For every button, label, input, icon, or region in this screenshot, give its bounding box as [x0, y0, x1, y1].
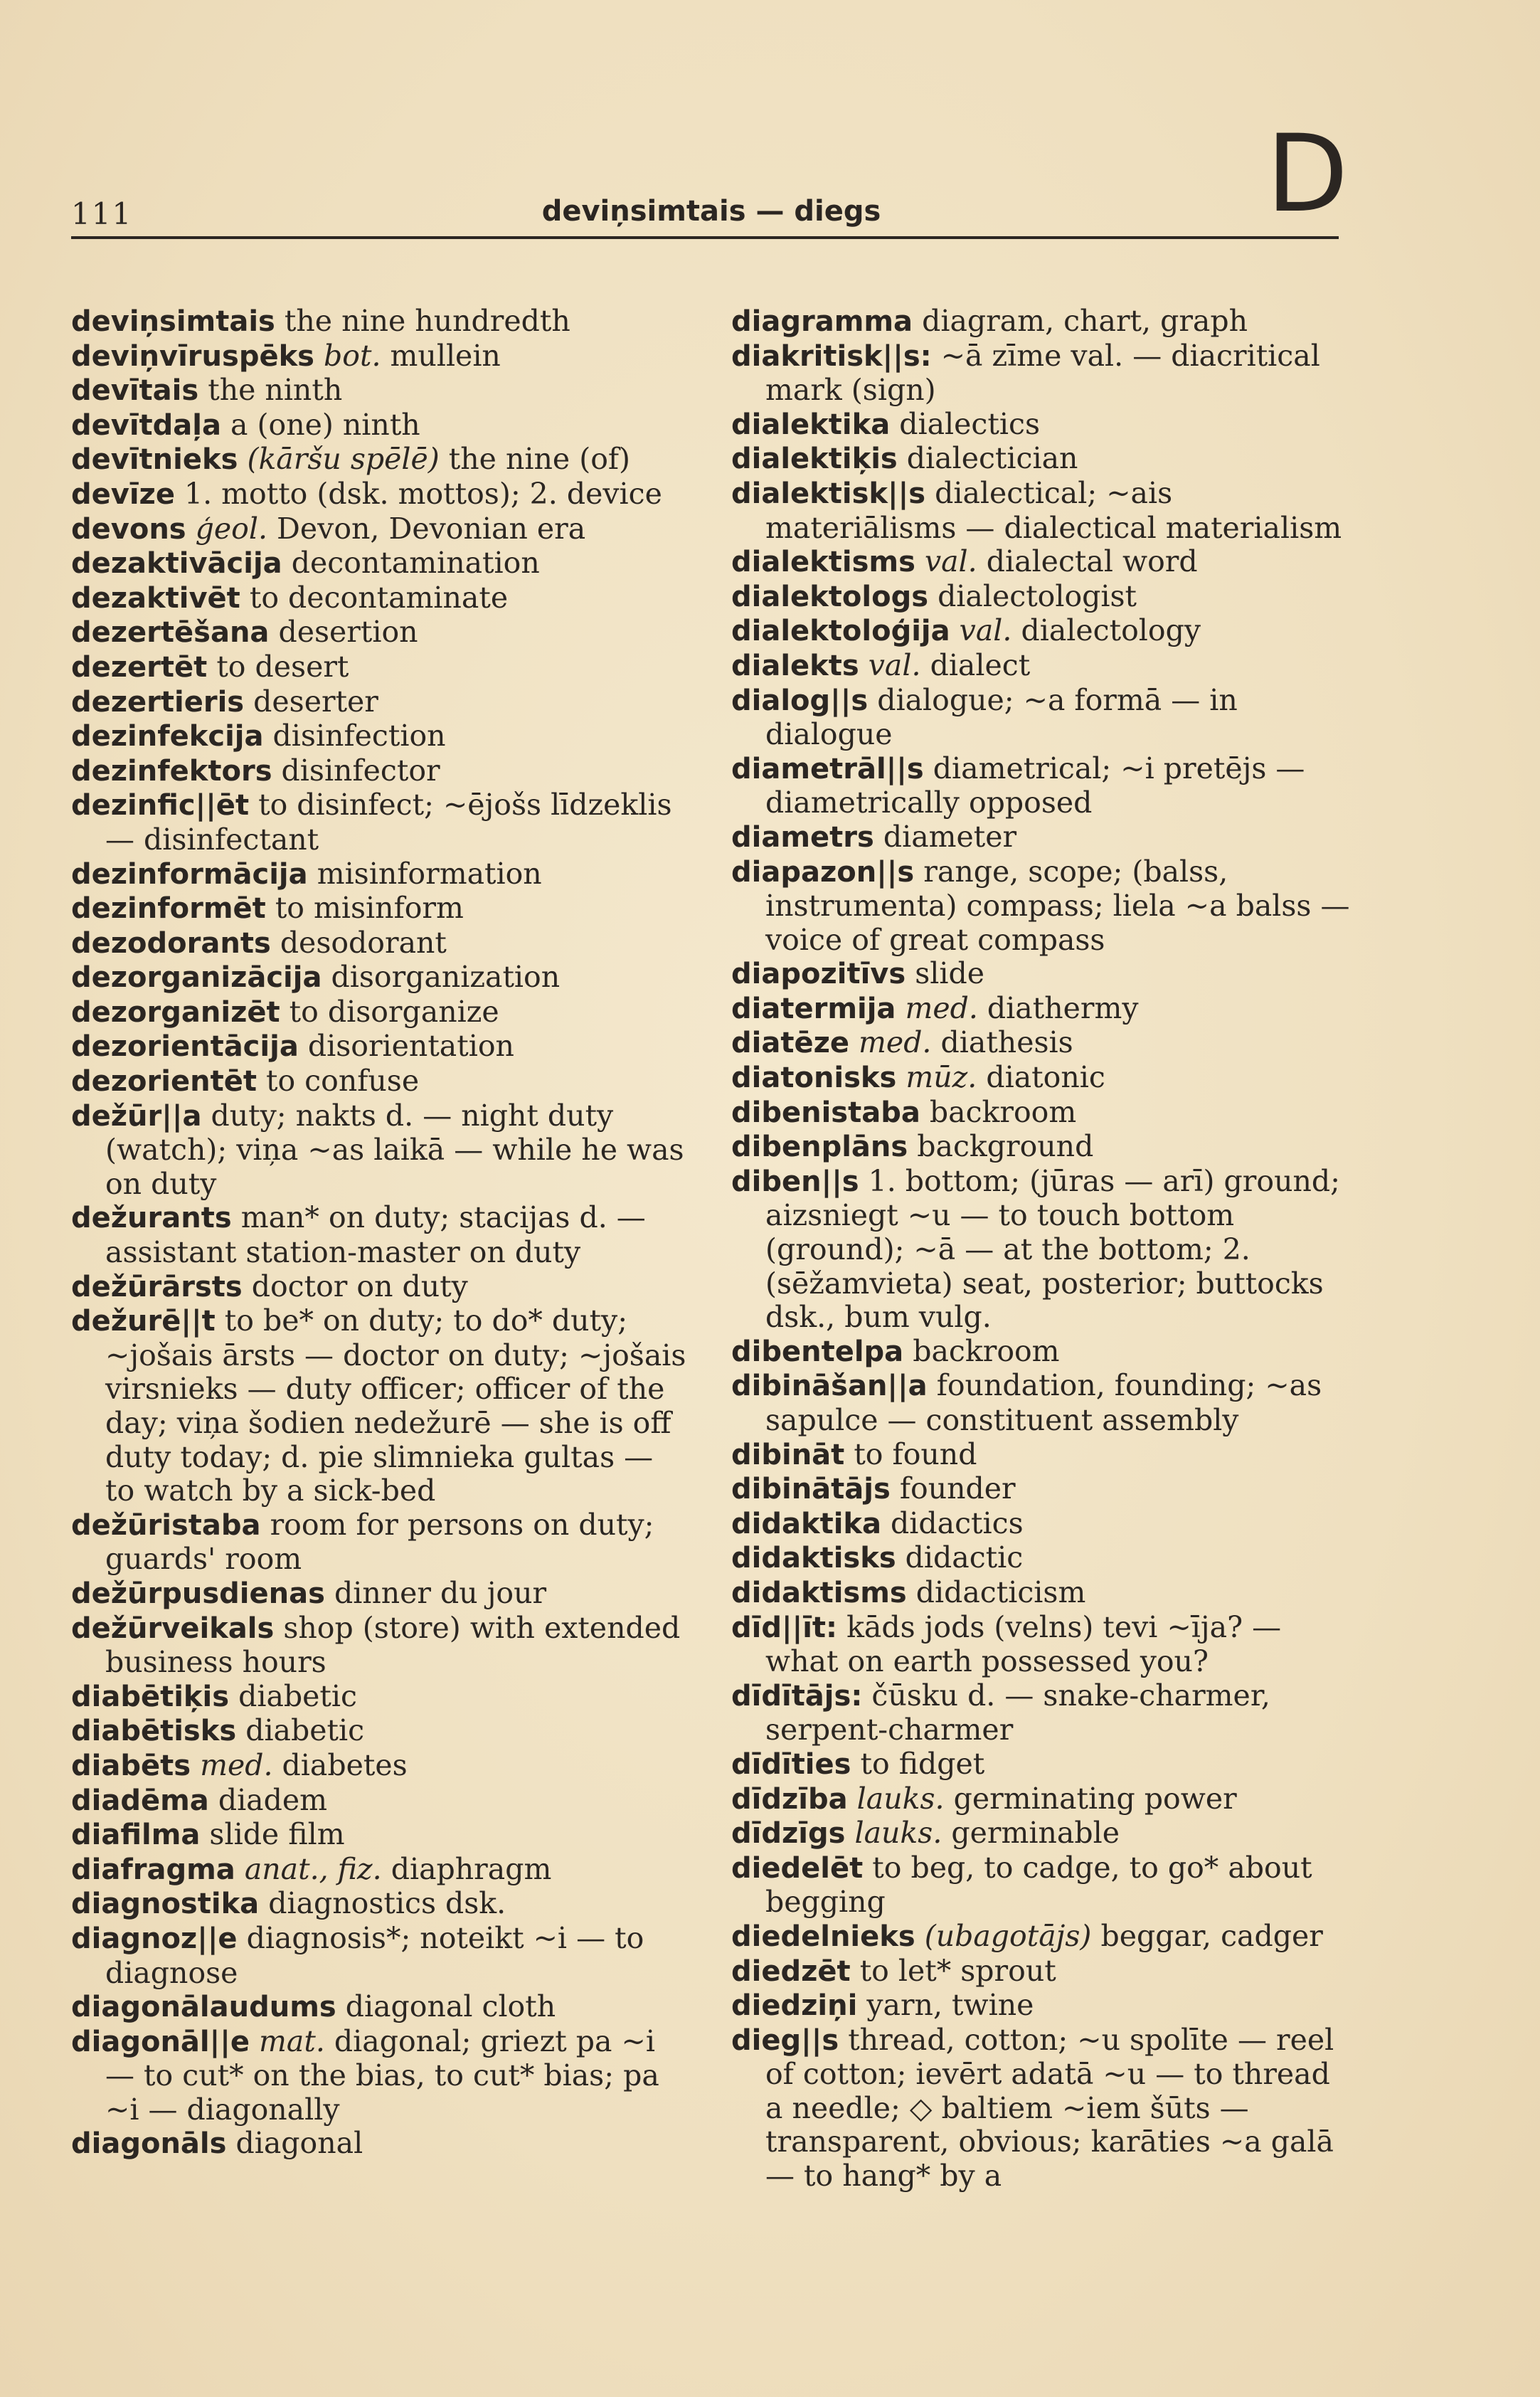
dictionary-entry [731, 1507, 1350, 1542]
entry-label: bot. [324, 338, 381, 373]
entry-headword: dialekts [731, 649, 859, 682]
dictionary-entry [71, 443, 690, 477]
entry-definition: disorientation [307, 1029, 514, 1064]
dictionary-entry [71, 891, 690, 926]
entry-label: val. [924, 544, 977, 579]
entry-label: lauks. [854, 1816, 942, 1851]
dictionary-entry [71, 374, 690, 408]
dictionary-entry [71, 650, 690, 685]
dictionary-entry [731, 545, 1350, 580]
entry-headword: devītnieks [71, 443, 238, 477]
entry-label: val. [868, 647, 921, 682]
entry-definition: diaphragm [391, 1851, 552, 1886]
dictionary-entry [71, 719, 690, 754]
entry-headword: diagonālaudums [71, 1991, 336, 2024]
entry-definition: founder [899, 1471, 1016, 1506]
dictionary-entry [731, 477, 1350, 545]
entry-headword: dezodorants [71, 926, 271, 960]
entry-headword: dezorientācija [71, 1030, 299, 1064]
entry-definition: to disinfect; ~ējošs līdzeklis — disinfectant [105, 788, 672, 857]
dictionary-entry [71, 1784, 690, 1819]
dictionary-entry [731, 1816, 1350, 1851]
entry-definition: diatonic [986, 1060, 1105, 1095]
entry-headword: diafilma [71, 1819, 201, 1852]
entry-definition: čūsku d. — snake-charmer, serpent-charmer [765, 1678, 1270, 1747]
entry-definition: duty; nakts d. — night duty (watch); viņa ~as laikā — while he was on duty [105, 1098, 684, 1201]
entry-headword: diapozitīvs [731, 958, 906, 991]
entry-headword: dezertēšana [71, 616, 270, 650]
entry-headword: diadēma [71, 1784, 209, 1817]
entry-headword: dialektisms [731, 546, 915, 579]
entry-headword: dezaktivēt [71, 581, 240, 615]
dictionary-entry [71, 1922, 690, 1990]
section-letter: D [1266, 112, 1349, 236]
entry-headword: diagnoz||e [71, 1922, 238, 1955]
entry-headword: diatonisks [731, 1062, 897, 1095]
entry-headword: dežurants [71, 1202, 232, 1235]
entry-definition: Devon, Devonian era [277, 511, 586, 546]
entry-definition: dinner du jour [334, 1575, 547, 1610]
entry-definition: man* on duty; stacijas d. — assistant station-master on duty [105, 1200, 646, 1270]
entry-headword: dialektoloģija [731, 615, 950, 648]
entry-label: med. [859, 1025, 932, 1060]
entry-definition: diagonal; griezt pa ~i — to cut* on the bias, to cut* bias; pa ~i — diagonally [105, 2023, 659, 2127]
dictionary-entry [71, 685, 690, 720]
dictionary-entry [731, 1611, 1350, 1679]
dictionary-entry [731, 305, 1350, 339]
entry-definition: desodorant [280, 925, 447, 960]
entry-headword: diabētisks [71, 1715, 237, 1748]
entry-definition: didacticism [915, 1575, 1086, 1609]
entry-headword: dežūr||a [71, 1099, 202, 1133]
entry-definition: diagonal cloth [345, 1989, 556, 2024]
entry-headword: dežūristaba [71, 1508, 261, 1542]
entry-definition: to desert [216, 649, 349, 684]
entry-definition: background [917, 1129, 1094, 1164]
dictionary-entry [731, 1369, 1350, 1437]
entry-headword: dibināt [731, 1438, 845, 1471]
entry-headword: didaktika [731, 1507, 881, 1540]
entry-definition: the nine hundredth [284, 304, 570, 338]
dictionary-entry [71, 1270, 690, 1305]
entry-headword: dezinformācija [71, 857, 308, 891]
entry-definition: doctor on duty [251, 1269, 468, 1303]
entry-definition: kāds jods (velns) tevi ~īja? — what on earth possessed you? [765, 1609, 1282, 1679]
dictionary-entry [731, 1576, 1350, 1611]
dictionary-entry [71, 408, 690, 443]
entry-headword: dezorientēt [71, 1065, 257, 1099]
entry-headword: diatēze [731, 1027, 849, 1060]
dictionary-entry [71, 1508, 690, 1577]
dictionary-entry [731, 957, 1350, 992]
entry-headword: dibenplāns [731, 1131, 908, 1164]
entry-label: mat. [259, 2023, 325, 2058]
dictionary-entry [731, 580, 1350, 615]
dictionary-entry [731, 1165, 1350, 1335]
entry-definition: ~ā zīme val. — diacritical mark (sign) [765, 338, 1320, 408]
entry-definition: dialectician [906, 441, 1078, 476]
entry-definition: diagram, chart, graph [922, 304, 1248, 338]
entry-headword: diagonāl||e [71, 2025, 250, 2058]
entry-definition: diabetic [238, 1678, 357, 1713]
entry-label: mūz. [906, 1060, 977, 1095]
left-column [71, 305, 690, 2161]
dictionary-entry [731, 1851, 1350, 1920]
entry-headword: dieg||s [731, 2023, 839, 2057]
entry-headword: dibenistaba [731, 1096, 920, 1129]
entry-label: val. [959, 613, 1012, 648]
entry-headword: deviņsimtais [71, 305, 275, 338]
running-head: deviņsimtais — diegs [541, 195, 881, 228]
dictionary-entry [731, 1472, 1350, 1507]
dictionary-entry [71, 581, 690, 616]
entry-headword: diagramma [731, 305, 913, 338]
entry-headword: dīd||īt: [731, 1611, 838, 1644]
entry-headword: dialog||s [731, 684, 869, 717]
entry-definition: disinfection [272, 719, 446, 753]
dictionary-entry [71, 995, 690, 1030]
dictionary-entry [71, 1099, 690, 1202]
entry-headword: dīdzība [731, 1782, 848, 1816]
entry-definition: to confuse [265, 1064, 420, 1099]
entry-headword: dialektologs [731, 580, 929, 613]
dictionary-entry [71, 1201, 690, 1269]
dictionary-entry [731, 1438, 1350, 1473]
entry-definition: to decontaminate [249, 580, 509, 615]
dictionary-entry [731, 614, 1350, 649]
entry-definition: decontamination [291, 546, 540, 581]
entry-headword: devītais [71, 374, 199, 408]
entry-definition: to misinform [275, 891, 464, 926]
entry-definition: didactics [891, 1506, 1024, 1540]
entry-headword: dezorganizācija [71, 961, 322, 995]
entry-definition: slide film [209, 1817, 345, 1852]
entry-definition: dialectologist [938, 578, 1137, 613]
entry-headword: devīze [71, 477, 175, 511]
dictionary-entry [71, 477, 690, 512]
header-rule [71, 236, 1339, 239]
dictionary-entry [731, 1679, 1350, 1747]
entry-headword: dialektiķis [731, 443, 898, 476]
entry-definition: dialectal word [986, 544, 1198, 579]
entry-definition: dialect [930, 647, 1031, 682]
entry-definition: room for persons on duty; guards' room [105, 1507, 654, 1577]
dictionary-entry [71, 1612, 690, 1680]
dictionary-entry [731, 752, 1350, 820]
entry-headword: dezinfekcija [71, 720, 264, 753]
entry-definition: the nine (of) [448, 442, 631, 477]
entry-headword: deviņvīruspēks [71, 339, 314, 373]
entry-definition: diathermy [987, 990, 1139, 1025]
entry-definition: disorganization [331, 960, 561, 995]
dictionary-entry [71, 2025, 690, 2127]
entry-definition: foundation, founding; ~as sapulce — constituent assembly [765, 1368, 1322, 1437]
entry-definition: diabetes [282, 1747, 408, 1782]
dictionary-entry [731, 2023, 1350, 2194]
entry-headword: dezertēt [71, 650, 208, 684]
entry-definition: diagonal [235, 2126, 363, 2161]
dictionary-entry [71, 961, 690, 995]
entry-headword: dežūrārsts [71, 1270, 243, 1303]
entry-definition: dialogue; ~a formā — in dialogue [765, 682, 1238, 752]
entry-headword: dibentelpa [731, 1335, 904, 1368]
entry-definition: diagnosis*; noteikt ~i — to diagnose [105, 1920, 644, 1990]
dictionary-entry [71, 1030, 690, 1064]
entry-label: ģeol. [195, 511, 267, 546]
entry-definition: to beg, to cadge, to go* about begging [765, 1850, 1312, 1920]
entry-label: (kāršu spēlē) [247, 442, 440, 477]
entry-definition: germinable [951, 1816, 1120, 1851]
dictionary-entry [71, 1680, 690, 1715]
dictionary-entry [731, 442, 1350, 477]
dictionary-entry [71, 1304, 690, 1508]
entry-headword: diatermija [731, 992, 896, 1025]
entry-definition: misinformation [317, 856, 542, 891]
entry-definition: diametrical; ~i pretējs — diametrically opposed [765, 751, 1305, 820]
entry-definition: didactic [905, 1540, 1024, 1575]
dictionary-entry [731, 649, 1350, 684]
entry-definition: diagnostics dsk. [268, 1886, 506, 1921]
entry-label: (ubagotājs) [924, 1918, 1092, 1953]
dictionary-entry [71, 546, 690, 581]
dictionary-entry [731, 1335, 1350, 1370]
dictionary-entry [71, 615, 690, 650]
entry-definition: dialectics [899, 406, 1040, 441]
entry-definition: diameter [883, 819, 1017, 854]
dictionary-entry [71, 926, 690, 961]
entry-headword: dialektisk||s [731, 477, 926, 510]
entry-headword: dīdzīgs [731, 1817, 846, 1851]
dictionary-entry [731, 855, 1350, 958]
dictionary-entry [731, 1989, 1350, 2023]
entry-definition: backroom [913, 1333, 1060, 1368]
entry-definition: a (one) ninth [230, 407, 420, 442]
entry-headword: didaktisms [731, 1576, 907, 1609]
dictionary-entry [731, 1026, 1350, 1061]
dictionary-entry [731, 1130, 1350, 1165]
entry-definition: desertion [278, 615, 418, 650]
entry-headword: dezinformēt [71, 892, 266, 926]
entry-headword: didaktisks [731, 1542, 896, 1575]
entry-headword: diabētiķis [71, 1680, 230, 1713]
entry-definition: dialectical; ~ais materiālisms — dialectical materialism [765, 475, 1342, 545]
entry-headword: devons [71, 512, 186, 546]
entry-definition: to disorganize [289, 994, 499, 1029]
page-header [71, 192, 1339, 242]
entry-headword: diametrāl||s [731, 752, 924, 785]
entry-headword: dezaktivācija [71, 547, 282, 581]
entry-definition: disinfector [281, 753, 440, 788]
dictionary-entry [71, 1887, 690, 1922]
entry-headword: dīdītājs: [731, 1679, 863, 1713]
dictionary-entry [71, 1749, 690, 1784]
entry-headword: dibināšan||a [731, 1370, 928, 1403]
entry-headword: dežūrveikals [71, 1612, 275, 1645]
entry-headword: diedelēt [731, 1851, 864, 1885]
entry-label: med. [200, 1747, 273, 1782]
dictionary-entry [71, 788, 690, 857]
dictionary-entry [731, 1920, 1350, 1954]
entry-definition: 1. bottom; (jūras — arī) ground; aizsniegt ~u — to touch bottom (ground); ~ā — at the bottom; 2. (sēžamvieta) seat, posterior; buttocks dsk., bum vulg. [765, 1163, 1340, 1335]
entry-definition: diathesis [940, 1025, 1073, 1060]
dictionary-entry [731, 1541, 1350, 1576]
entry-definition: beggar, cadger [1100, 1918, 1323, 1953]
entry-headword: dezinfic||ēt [71, 789, 250, 822]
dictionary-entry [731, 1782, 1350, 1817]
entry-definition: 1. motto (dsk. mottos); 2. device [184, 476, 662, 511]
dictionary-entry [731, 339, 1350, 408]
entry-definition: diabetic [245, 1713, 365, 1748]
dictionary-entry [71, 512, 690, 547]
entry-definition: mullein [390, 338, 501, 373]
entry-headword: dezertieris [71, 685, 245, 719]
entry-definition: to fidget [860, 1746, 985, 1781]
entry-definition: the ninth [208, 373, 343, 408]
entry-definition: dialectology [1021, 613, 1201, 648]
entry-definition: slide [915, 956, 984, 991]
dictionary-entry [731, 408, 1350, 443]
dictionary-entry [71, 1064, 690, 1099]
dictionary-entry [731, 992, 1350, 1027]
dictionary-entry [71, 339, 690, 374]
right-column [731, 305, 1350, 2194]
entry-definition: range, scope; (balss, instrumenta) compass; liela ~a balss — voice of great compass [765, 854, 1350, 957]
dictionary-entry [71, 857, 690, 892]
dictionary-entry [731, 820, 1350, 855]
dictionary-entry [71, 1853, 690, 1888]
page-number: 111 [71, 196, 133, 231]
entry-headword: diagnostika [71, 1888, 260, 1921]
entry-definition: backroom [929, 1094, 1077, 1129]
entry-headword: dežurē||t [71, 1305, 216, 1338]
entry-headword: dezinfektors [71, 754, 272, 788]
dictionary-entry [71, 2127, 690, 2161]
entry-definition: germinating power [953, 1781, 1237, 1816]
entry-definition: diadem [218, 1782, 328, 1817]
entry-headword: devītdaļa [71, 408, 221, 442]
entry-headword: diametrs [731, 820, 874, 854]
entry-headword: diabēts [71, 1749, 191, 1782]
entry-headword: diedzēt [731, 1954, 851, 1988]
dictionary-entry [71, 1714, 690, 1749]
entry-headword: diafragma [71, 1853, 235, 1886]
dictionary-entry [731, 1096, 1350, 1131]
dictionary-entry [731, 1747, 1350, 1782]
entry-headword: dežūrpusdienas [71, 1577, 325, 1610]
entry-definition: to be* on duty; to do* duty; ~jošais ārsts — doctor on duty; ~jošais virsnieks — duty officer; officer of the day; viņa šodien nedežurē — she is off duty today; d. pie slimnieka gultas — to watch by a sick-bed [105, 1303, 686, 1508]
entry-headword: diakritisk||s: [731, 339, 932, 373]
entry-headword: diben||s [731, 1165, 859, 1198]
dictionary-entry [71, 1577, 690, 1612]
dictionary-entry [71, 1818, 690, 1853]
dictionary-entry [731, 1061, 1350, 1096]
entry-definition: deserter [253, 684, 378, 719]
dictionary-entry [731, 1954, 1350, 1989]
entry-headword: diedelnieks [731, 1920, 915, 1953]
entry-label: anat., fiz. [244, 1851, 382, 1886]
entry-headword: dialektika [731, 408, 891, 441]
entry-headword: dīdīties [731, 1747, 851, 1781]
entry-definition: thread, cotton; ~u spolīte — reel of cotton; ievērt adatā ~u — to thread a needle; ◇ baltiem ~iem šūts — transparent, obvious; karāties ~a galā — to hang* by a [765, 2022, 1334, 2194]
entry-definition: to found [854, 1436, 977, 1471]
dictionary-entry [71, 1990, 690, 2025]
entry-headword: dezorganizēt [71, 995, 280, 1029]
entry-definition: yarn, twine [866, 1988, 1034, 2023]
entry-label: med. [905, 990, 978, 1025]
entry-definition: to let* sprout [859, 1953, 1056, 1988]
entry-headword: diapazon||s [731, 855, 915, 889]
entry-headword: diagonāls [71, 2127, 227, 2161]
dictionary-entry [71, 305, 690, 339]
dictionary-entry [731, 684, 1350, 752]
entry-headword: dibinātājs [731, 1473, 891, 1506]
dictionary-entry [71, 754, 690, 789]
entry-label: lauks. [856, 1781, 945, 1816]
entry-headword: diedziņi [731, 1989, 858, 2023]
entry-definition: shop (store) with extended business hours [105, 1610, 681, 1680]
